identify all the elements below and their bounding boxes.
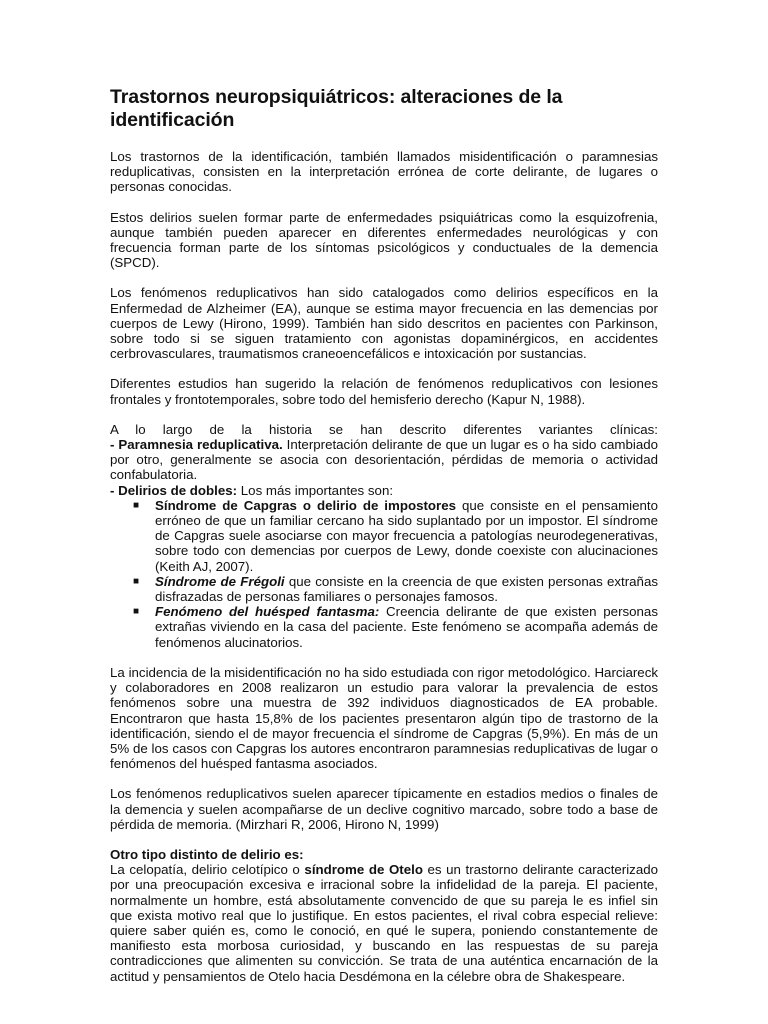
document-title: Trastornos neuropsiquiátricos: alteraciones de la identificación	[110, 86, 563, 131]
paramnesia-label: - Paramnesia reduplicativa.	[110, 437, 283, 453]
dobles-item	[110, 483, 658, 498]
paragraph-reduplicative: Los fenómenos reduplicativos han sido catalogados como delirios específicos en la Enfermedad de Alzheimer (EA), aunque se estima mayor frecuencia en las demencias por cuerpos de Lewy (Hirono, 1999). También han sido descritos en pacientes con Parkinson, sobre todo si se siguen tratamiento con agonistas dopaminérgicos, en accidentes cerbrovasculares, traumatismos craneoencefálicos e intoxicación por sustancias.	[110, 285, 658, 362]
dobles-text: Los más importantes son:	[237, 482, 394, 498]
variants-intro: A lo largo de la historia se han descrito diferentes variantes clínicas:	[110, 421, 658, 437]
otro-heading	[110, 847, 658, 862]
square-bullet-icon: ■	[133, 606, 140, 618]
otelo-text: es un trastorno delirante caracterizado por una preocupación excesiva e irracional sobre la infidelidad de la pareja. El paciente, normalmente un hombre, está absolutamente convencido de que su pareja le es infiel sin que exista motivo real que lo justifique. En estos pacientes, el rival cobra especial relieve: quiere saber quién es, como le conoció, en qué le supera, poniendo constantemente de manifiesto esta morbosa curiosidad, y buscando en las respuestas de su pareja contradicciones que alimenten su convicción. Se trata de una auténtica encarnación de la actitud y pensamientos de Otelo hacia Desdémona en la célebre obra de Shakespeare.	[110, 862, 659, 984]
list-item-huesped	[133, 604, 658, 650]
dobles-label: - Delirios de dobles:	[110, 482, 238, 498]
paramnesia-text: Interpretación delirante de que un lugar es o ha sido cambiado por otro, generalmente se asocia con desorientación, pérdidas de memoria o actividad confabulatoria.	[110, 437, 658, 483]
square-bullet-icon: ■	[133, 499, 140, 511]
capgras-text: que consiste en el pensamiento erróneo de que un familiar cercano ha sido suplantado por un impostor. El síndrome de Capgras suele asociarse con mayor frecuencia a patologías neurodegenerativas, sobre todo con demencias por cuerpos de Lewy, donde coexiste con alucinaciones (Keith AJ, 2007).	[155, 497, 658, 574]
paramnesia-item	[110, 437, 658, 483]
fregoli-text: que consiste en la creencia de que existen personas extrañas disfrazadas de personas familiares o personajes famosos.	[155, 573, 658, 605]
list-item-fregoli	[133, 573, 658, 605]
dobles-list	[110, 498, 658, 650]
paragraph-stages: Los fenómenos reduplicativos suelen aparecer típicamente en estadios medios o finales de la demencia y suelen acompañarse de un declive cognitivo marcado, sobre todo a base de pérdida de memoria. (Mirzhari R, 2006, Hirono N, 1999)	[110, 786, 658, 832]
huesped-label: Fenómeno del huésped fantasma:	[155, 604, 380, 620]
paragraph-otelo	[110, 862, 658, 984]
square-bullet-icon: ■	[133, 575, 140, 587]
otelo-pre: La celopatía, delirio celotípico o	[110, 862, 305, 878]
otro-heading-text: Otro tipo distinto de delirio es:	[110, 846, 304, 862]
capgras-label: Síndrome de Capgras o delirio de impostores	[155, 497, 456, 513]
list-item-capgras	[133, 497, 658, 574]
fregoli-label: Síndrome de Frégoli	[155, 573, 285, 589]
paragraph-definition: Los trastornos de la identificación, también llamados misidentificación o paramnesias reduplicativas, consisten en la interpretación errónea de corte delirante, de lugares o personas conocidas.	[110, 149, 658, 195]
paragraph-incidence: La incidencia de la misidentificación no ha sido estudiada con rigor metodológico. Harciareck y colaboradores en 2008 realizaron un estudio para valorar la prevalencia de estos fenómenos sobre una muestra de 392 individuos diagnosticados de EA probable. Encontraron que hasta 15,8% de los pacientes presentaron algún tipo de trastorno de la identificación, siendo el de mayor frecuencia el síndrome de Capgras (5,9%). En más de un 5% de los casos con Capgras los autores encontraron paramnesias reduplicativas de lugar o fenómenos del huésped fantasma asociados.	[110, 664, 658, 772]
otelo-label: síndrome de Otelo	[304, 862, 423, 878]
huesped-text: Creencia delirante de que existen personas extrañas viviendo en la casa del paciente. Este fenómeno se acompaña además de fenómenos alucinatorios.	[155, 604, 658, 650]
paragraph-lesions: Diferentes estudios han sugerido la relación de fenómenos reduplicativos con lesiones frontales y frontotemporales, sobre todo del hemisferio derecho (Kapur N, 1988).	[110, 376, 658, 407]
paragraph-context: Estos delirios suelen formar parte de enfermedades psiquiátricas como la esquizofrenia, aunque también pueden aparecer en diferentes enfermedades neurológicas y con frecuencia forman parte de los síntomas psicológicos y conductuales de la demencia (SPCD).	[110, 209, 658, 271]
